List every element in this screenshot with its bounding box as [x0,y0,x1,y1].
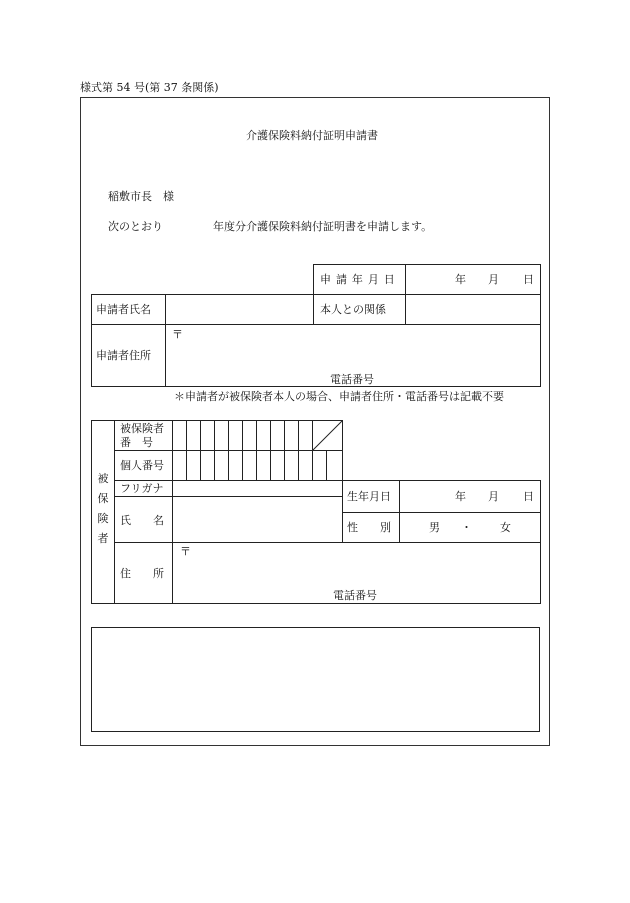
postal-mark: 〒 [172,328,183,341]
insured-number-label-1: 被保険者 [120,422,164,435]
insured-section-label: 被 保 険 者 [97,472,109,545]
insured-number-label-2: 番 号 [120,436,153,449]
applicant-name-field[interactable] [168,297,310,321]
birth-date-label: 生年月日 [347,490,391,503]
diagonal-mark [312,420,343,451]
insured-name-label: 氏 名 [120,514,164,527]
personal-number-field[interactable] [173,451,341,480]
applicant-address-label: 申請者住所 [96,349,151,362]
application-year-label: 年 [455,273,466,286]
sex-separator: ・ [461,521,472,534]
insured-number-field[interactable] [173,421,312,450]
applicant-name-label: 申請者氏名 [96,303,151,316]
furigana-label: フリガナ [120,482,164,495]
insured-postal-mark: 〒 [180,545,191,558]
request-prefix: 次のとおり [108,220,163,233]
personal-number-label: 個人番号 [120,459,164,472]
insured-phone-label: 電話番号 [333,589,377,602]
furigana-field[interactable] [175,482,339,495]
application-date-field[interactable] [408,267,538,291]
insured-phone-field[interactable] [388,588,536,601]
sex-option-female[interactable]: 女 [500,521,511,534]
applicant-phone-label: 電話番号 [330,373,374,386]
birth-month-label: 月 [488,490,499,503]
birth-day-label: 日 [523,490,534,503]
form-title: 介護保険料納付証明申請書 [246,129,378,142]
fiscal-year-field[interactable] [170,219,210,233]
birth-year-label: 年 [455,490,466,503]
birth-date-field[interactable] [402,483,538,510]
remarks-box[interactable] [91,627,540,732]
applicant-note: ＊申請者が被保険者本人の場合、申請者住所・電話番号は記載不要 [174,390,504,403]
applicant-address-field[interactable] [168,327,538,369]
application-month-label: 月 [488,273,499,286]
addressee: 稲敷市長 様 [108,190,174,203]
insured-name-field[interactable] [175,499,339,540]
application-day-label: 日 [523,273,534,286]
relationship-label: 本人との関係 [320,303,386,316]
request-suffix: 年度分介護保険料納付証明書を申請します。 [213,220,433,233]
insured-address-field[interactable] [175,545,537,585]
applicant-phone-field[interactable] [385,372,535,385]
insured-address-label: 住 所 [120,567,164,580]
sex-option-male[interactable]: 男 [429,521,440,534]
sex-label: 性 別 [347,521,391,534]
application-date-label: 申請年月日 [320,273,400,286]
relationship-field[interactable] [408,297,538,321]
form-number: 様式第 54 号(第 37 条関係) [80,81,219,94]
